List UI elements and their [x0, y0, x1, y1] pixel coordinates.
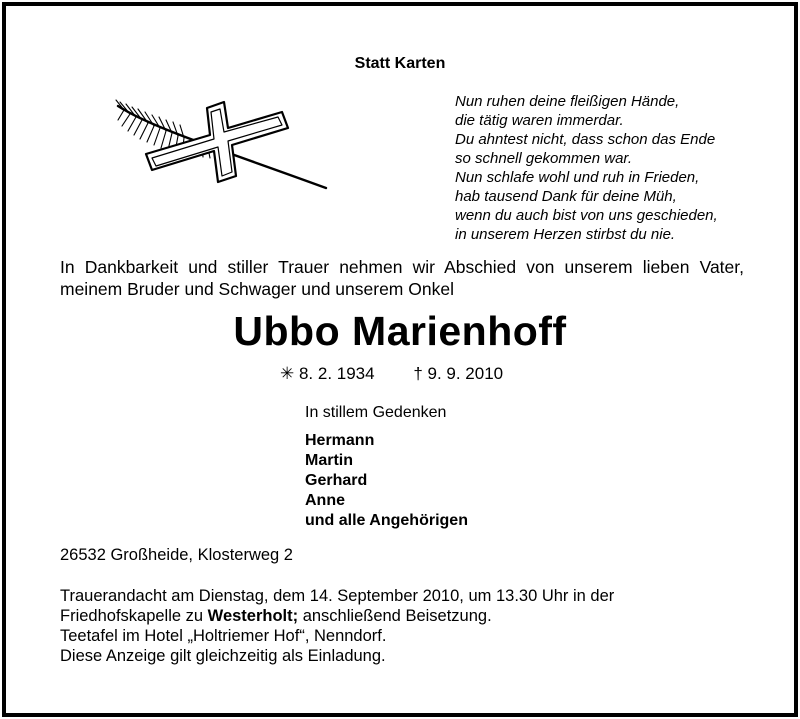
service-info: [60, 586, 614, 666]
notice-header: Statt Karten: [354, 55, 446, 72]
service-location: Westerholt;: [207, 607, 299, 625]
life-dates: [280, 364, 503, 384]
mourners-intro: In stillem Gedenken: [305, 404, 447, 421]
service-line: Teetafel im Hotel „Holtriemer Hof“, Nenndorf.: [60, 627, 387, 645]
intro-text: [60, 256, 744, 300]
service-line: [60, 606, 614, 626]
mourner-name: Martin: [305, 452, 353, 469]
address: 26532 Großheide, Klosterweg 2: [60, 546, 293, 564]
poem-line: so schnell gekommen war.: [455, 150, 633, 167]
service-text: anschließend Beisetzung.: [298, 607, 492, 625]
poem-line: in unserem Herzen stirbst du nie.: [455, 226, 676, 243]
service-line: Trauerandacht am Dienstag, dem 14. September 2010, um 13.30 Uhr in der: [60, 587, 615, 605]
poem-line: hab tausend Dank für deine Müh,: [455, 188, 677, 205]
service-line: Diese Anzeige gilt gleichzeitig als Einladung.: [60, 647, 386, 665]
intro-line: In Dankbarkeit und stiller Trauer nehmen wir Abschied von unserem lieben Vater,: [60, 257, 744, 277]
cross-with-palm-frond-icon: [112, 98, 332, 193]
intro-line: meinem Bruder und Schwager und unserem Onkel: [60, 279, 454, 299]
poem-line: Du ahntest nicht, dass schon das Ende: [455, 131, 716, 148]
death-date: † 9. 9. 2010: [413, 364, 504, 383]
poem-line: Nun schlafe wohl und ruh in Frieden,: [455, 169, 700, 186]
service-text: Friedhofskapelle zu: [60, 607, 208, 625]
poem-line: wenn du auch bist von uns geschieden,: [455, 207, 718, 224]
poem-line: die tätig waren immerdar.: [455, 112, 624, 129]
cross: [146, 102, 288, 182]
mourner-name: Anne: [305, 492, 345, 509]
poem: [455, 92, 718, 244]
mourner-name: Gerhard: [305, 472, 368, 489]
mourner-names: [305, 431, 468, 531]
mourners: [305, 403, 468, 531]
poem-line: Nun ruhen deine fleißigen Hände,: [455, 93, 680, 110]
mourner-name: und alle Angehörigen: [305, 512, 468, 529]
deceased-name: Ubbo Marienhoff: [233, 308, 567, 354]
mourner-name: Hermann: [305, 432, 375, 449]
birth-date: ✳ 8. 2. 1934: [280, 364, 375, 383]
